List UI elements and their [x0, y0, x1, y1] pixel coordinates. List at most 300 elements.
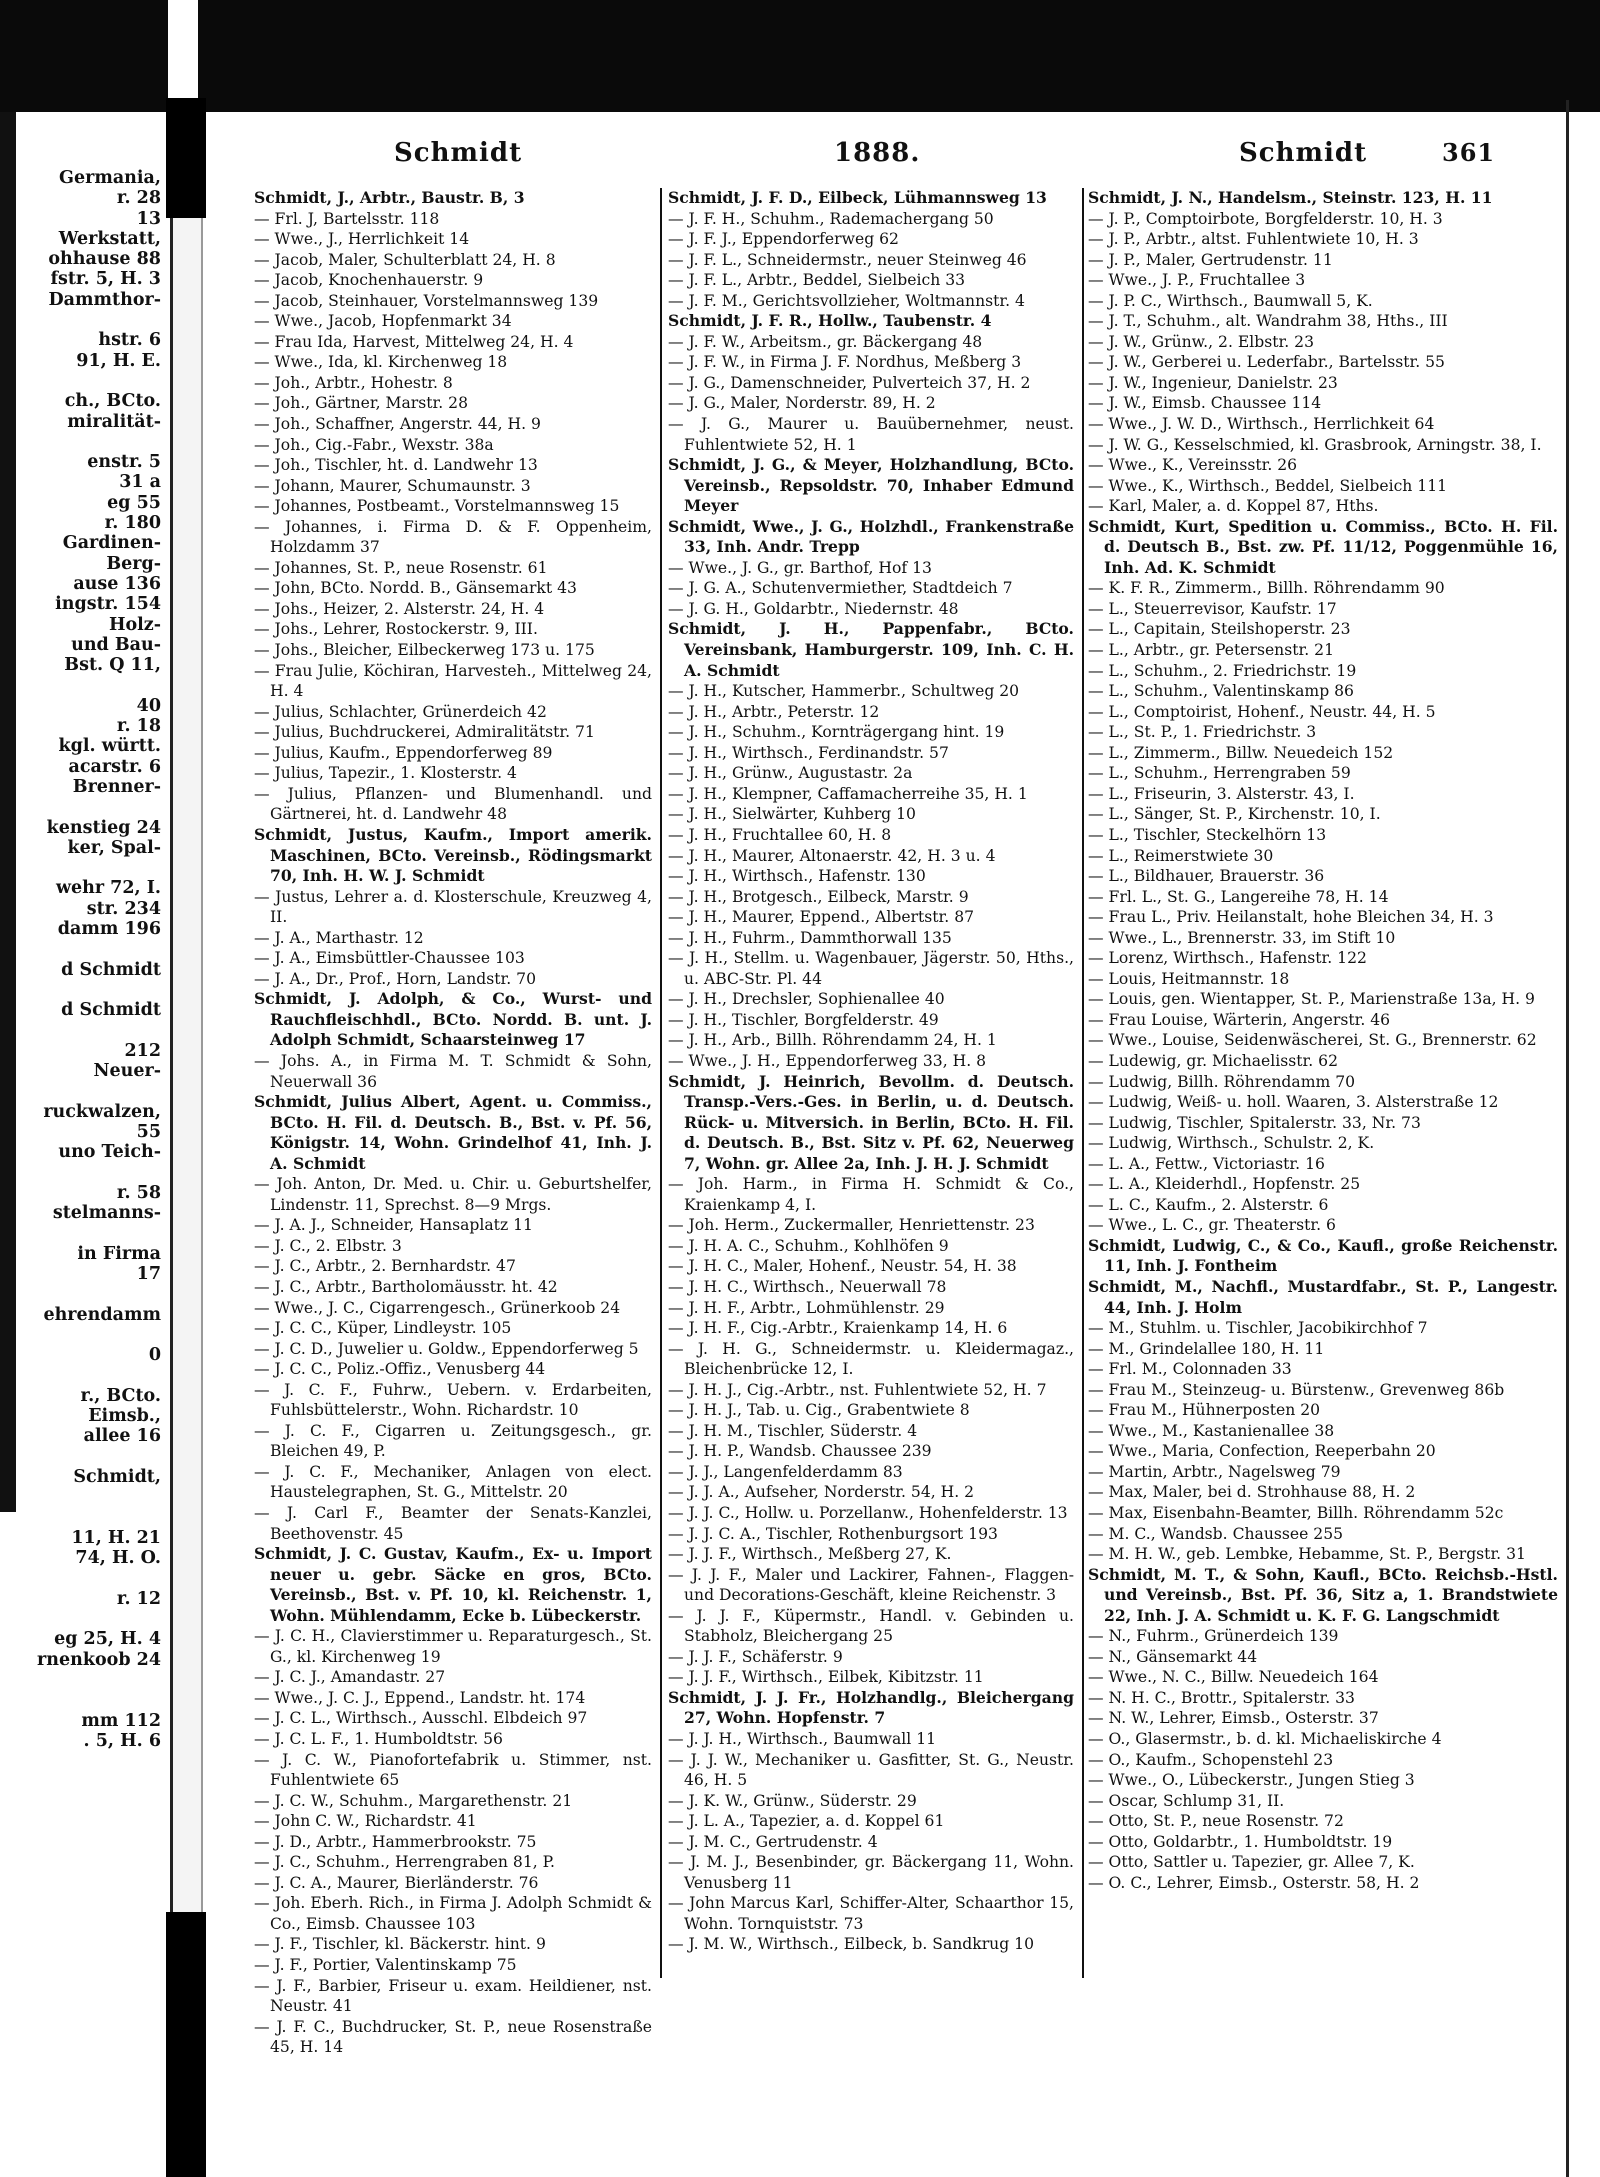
directory-entry: — J. J. C. A., Tischler, Rothenburgsort 193 [668, 1524, 998, 1543]
directory-entry: — L., Arbtr., gr. Petersenstr. 21 [1088, 641, 1334, 660]
directory-column-2 [668, 188, 1074, 1978]
directory-entry: — Frl. J, Bartelsstr. 118 [254, 209, 440, 228]
directory-entry: — J. H., Kutscher, Hammerbr., Schultweg 20 [668, 682, 1020, 701]
previous-page-line: kgl. württ. [58, 736, 161, 757]
directory-entry: — Frau M., Steinzeug- u. Bürstenw., Grevenweg 86b [1088, 1380, 1505, 1399]
directory-entry: — J. A. J., Schneider, Hansaplatz 11 [254, 1216, 533, 1235]
directory-entry: — Wwe., J., Herrlichkeit 14 [254, 230, 470, 249]
directory-entry: — Louis, gen. Wientapper, St. P., Marienstraße 13a, H. 9 [1088, 990, 1535, 1009]
directory-entry: — J. C. A., Maurer, Bierländerstr. 76 [254, 1873, 539, 1892]
previous-page-line [0, 1568, 165, 1588]
directory-entry: — Julius, Schlachter, Grünerdeich 42 [254, 702, 547, 721]
directory-entry: — Johs., Bleicher, Eilbeckerweg 173 u. 175 [254, 641, 595, 660]
directory-entry: — J. W. G., Kesselschmied, kl. Grasbrook, Arningstr. 38, I. [1088, 435, 1542, 454]
directory-entry: — J. K. W., Grünw., Süderstr. 29 [668, 1791, 917, 1810]
directory-entry: — Lorenz, Wirthsch., Hafenstr. 122 [1088, 949, 1367, 968]
directory-entry: — J. J. F., Maler und Lackirer, Fahnen-, Flaggen- und Decorations-Geschäft, kleine Reichenstr. 3 [668, 1565, 1074, 1605]
previous-page-line: r. 180 [104, 513, 161, 534]
directory-entry: Schmidt, J. Adolph, & Co., Wurst- und Rauchfleischhdl., BCto. Nordd. B. unt. J. Adolph Schmidt, Schaarsteinweg 17 [254, 989, 652, 1050]
directory-entry: — J. P., Comptoirbote, Borgfelderstr. 10, H. 3 [1088, 209, 1443, 228]
directory-entry: — J. F. C., Buchdrucker, St. P., neue Rosenstraße 45, H. 14 [254, 2017, 652, 2057]
previous-page-line [0, 1690, 165, 1710]
directory-entry: — J. J. F., Wirthsch., Meßberg 27, K. [668, 1545, 952, 1564]
directory-entry: — J. C. H., Clavierstimmer u. Reparaturgesch., St. G., kl. Kirchenweg 19 [254, 1627, 652, 1666]
directory-entry: — Johs., Lehrer, Rostockerstr. 9, III. [254, 620, 538, 639]
directory-entry: — J. A., Dr., Prof., Horn, Landstr. 70 [254, 969, 537, 988]
scan-gutter-top [168, 0, 198, 112]
previous-page-line: r., BCto. [80, 1385, 161, 1406]
previous-page-line: kenstieg 24 [46, 817, 161, 838]
directory-entry: — J. M. W., Wirthsch., Eilbeck, b. Sandkrug 10 [668, 1935, 1035, 1954]
directory-entry: — J. P. C., Wirthsch., Baumwall 5, K. [1088, 291, 1373, 310]
previous-page-line: 91, H. E. [76, 350, 161, 371]
directory-entry: — Jacob, Maler, Schulterblatt 24, H. 8 [254, 250, 556, 269]
previous-page-line: fstr. 5, H. 3 [50, 269, 161, 290]
directory-entry: — J. F. L., Arbtr., Beddel, Sielbeich 33 [668, 271, 966, 290]
previous-page-line: ruckwalzen, [43, 1101, 161, 1122]
directory-entry: — J. A., Eimsbüttler-Chaussee 103 [254, 949, 525, 968]
directory-entry: — J. J., Langenfelderdamm 83 [668, 1462, 903, 1481]
spine-mark-top [166, 98, 206, 218]
directory-entry: — J. F. H., Schuhm., Rademachergang 50 [668, 209, 994, 228]
directory-entry: — J. P., Maler, Gertrudenstr. 11 [1088, 250, 1333, 269]
directory-entry: — Johann, Maurer, Schumaunstr. 3 [254, 476, 531, 495]
directory-entry: — J. W., Gerberei u. Lederfabr., Bartelsstr. 55 [1088, 353, 1445, 372]
previous-page-line: r. 28 [116, 188, 161, 209]
directory-entry: Schmidt, J. Heinrich, Bevollm. d. Deutsch. Transp.-Vers.-Ges. in Berlin, u. d. Deutsch. Rück- u. Mitversich. in Berlin, BCto. H. Fil. d. Deutsch. B., Bst. Sitz v. Pf. 62, Neuerweg 7, Wohn. gr. Allee 2a, Inh. J. H. J. Schmidt [668, 1071, 1074, 1173]
directory-entry: — J. F., Barbier, Friseur u. exam. Heildiener, nst. Neustr. 41 [254, 1976, 652, 2016]
directory-entry: — J. J. F., Küpermstr., Handl. v. Gebinden u. Stabholz, Bleichergang 25 [668, 1606, 1074, 1646]
directory-entry: — John, BCto. Nordd. B., Gänsemarkt 43 [254, 579, 577, 598]
previous-page-line: Schmidt, [73, 1467, 161, 1487]
directory-entry: — L. A., Fettw., Victoriastr. 16 [1088, 1154, 1325, 1173]
directory-entry: — J. C. C., Poliz.-Offiz., Venusberg 44 [254, 1360, 546, 1379]
directory-entry: — J. H. C., Maler, Hohenf., Neustr. 54, H. 38 [668, 1257, 1017, 1276]
previous-page-line: str. 234 [86, 898, 161, 919]
directory-entry: — J. D., Arbtr., Hammerbrookstr. 75 [254, 1832, 537, 1851]
directory-column-1 [254, 188, 652, 2057]
directory-entry: — J. H., Brotgesch., Eilbeck, Marstr. 9 [668, 887, 969, 906]
previous-page-line: 74, H. O. [75, 1548, 161, 1569]
directory-entry: — Johannes, Postbeamt., Vorstelmannsweg 15 [254, 497, 620, 516]
header-left-name: Schmidt [394, 138, 523, 168]
page-edge [1566, 100, 1569, 2177]
previous-page-line: Brenner- [72, 776, 161, 797]
directory-entry: — Otto, Sattler u. Tapezier, gr. Allee 7, K. [1088, 1853, 1415, 1872]
header-right-name: Schmidt [1239, 138, 1368, 168]
directory-entry: — J. C. L., Wirthsch., Ausschl. Elbdeich 97 [254, 1709, 588, 1728]
directory-entry: — J. J. A., Aufseher, Norderstr. 54, H. 2 [668, 1483, 975, 1502]
directory-entry: — Johs., Heizer, 2. Alsterstr. 24, H. 4 [254, 599, 545, 618]
previous-page-line: ker, Spal- [67, 837, 161, 858]
directory-entry: — K. F. R., Zimmerm., Billh. Röhrendamm 90 [1088, 579, 1445, 598]
directory-entry: — John Marcus Karl, Schiffer-Alter, Schaarthor 15, Wohn. Tornquiststr. 73 [668, 1894, 1074, 1933]
directory-entry: — Jacob, Steinhauer, Vorstelmannsweg 139 [254, 291, 599, 310]
directory-entry: — N. H. C., Brottr., Spitalerstr. 33 [1088, 1688, 1355, 1707]
previous-page-fragment [0, 168, 165, 1968]
directory-entry: — Frau Ida, Harvest, Mittelweg 24, H. 4 [254, 332, 574, 351]
previous-page-line: und Bau- [71, 634, 161, 655]
directory-entry: — J. H. G., Schneidermstr. u. Kleidermagaz., Bleichenbrücke 12, I. [668, 1339, 1074, 1379]
directory-entry: — Joh. Eberh. Rich., in Firma J. Adolph Schmidt & Co., Eimsb. Chaussee 103 [254, 1894, 652, 1933]
directory-entry: — J. G., Damenschneider, Pulverteich 37, H. 2 [668, 373, 1031, 392]
previous-page-line: 11, H. 21 [71, 1527, 161, 1548]
directory-entry: — J. G., Maler, Norderstr. 89, H. 2 [668, 394, 936, 413]
previous-page-line: ehrendamm [43, 1304, 161, 1325]
directory-entry: — Wwe., O., Lübeckerstr., Jungen Stieg 3 [1088, 1771, 1415, 1790]
previous-page-line: Neuer- [93, 1061, 161, 1082]
directory-entry: — J. C., Arbtr., 2. Bernhardstr. 47 [254, 1257, 516, 1276]
directory-entry: — J. C. W., Schuhm., Margarethenstr. 21 [254, 1791, 573, 1810]
directory-entry: — L., Bildhauer, Brauerstr. 36 [1088, 867, 1325, 886]
directory-entry: — M. C., Wandsb. Chaussee 255 [1088, 1524, 1344, 1543]
directory-entry: — Joh. Anton, Dr. Med. u. Chir. u. Geburtshelfer, Lindenstr. 11, Sprechst. 8—9 Mrgs. [254, 1175, 652, 1214]
directory-entry: — J. G. A., Schutenvermiether, Stadtdeich 7 [668, 579, 1013, 598]
directory-entry: — Wwe., K., Vereinsstr. 26 [1088, 456, 1298, 475]
previous-page-line [0, 1366, 165, 1386]
directory-entry: Schmidt, J. F. R., Hollw., Taubenstr. 4 [668, 311, 992, 331]
directory-entry: — Martin, Arbtr., Nagelsweg 79 [1088, 1462, 1341, 1481]
directory-entry: — L., Friseurin, 3. Alsterstr. 43, I. [1088, 784, 1355, 803]
spine-mark-bottom [166, 1912, 206, 2177]
directory-entry: — Julius, Pflanzen- und Blumenhandl. und Gärtnerei, ht. d. Landwehr 48 [254, 784, 652, 824]
directory-entry: Schmidt, J. J. Fr., Holzhandlg., Bleichergang 27, Wohn. Hopfenstr. 7 [668, 1687, 1074, 1728]
directory-entry: — J. H. A. C., Schuhm., Kohlhöfen 9 [668, 1236, 949, 1255]
directory-entry: — J. G. H., Goldarbtr., Niedernstr. 48 [668, 599, 959, 618]
directory-entry: — John C. W., Richardstr. 41 [254, 1812, 477, 1831]
previous-page-line [0, 432, 165, 452]
directory-entry: — L., Schuhm., 2. Friedrichstr. 19 [1088, 661, 1357, 680]
directory-entry: — M., Stuhlm. u. Tischler, Jacobikirchhof 7 [1088, 1319, 1428, 1338]
directory-entry: — J. C. D., Juwelier u. Goldw., Eppendorferweg 5 [254, 1339, 639, 1358]
directory-entry: — Otto, Goldarbtr., 1. Humboldtstr. 19 [1088, 1832, 1393, 1851]
directory-entry: — J. H., Maurer, Eppend., Albertstr. 87 [668, 908, 975, 927]
directory-entry: — Max, Maler, bei d. Strohhause 88, H. 2 [1088, 1483, 1416, 1502]
previous-page-line: ause 136 [73, 573, 161, 594]
directory-entry: — L., Schuhm., Valentinskamp 86 [1088, 682, 1354, 701]
directory-entry: — J. C. F., Fuhrw., Uebern. v. Erdarbeiten, Fuhlsbüttelerstr., Wohn. Richardstr. 10 [254, 1380, 652, 1420]
directory-entry: — J. F., Tischler, kl. Bäckerstr. hint. 9 [254, 1935, 546, 1954]
previous-page-line: wehr 72, I. [55, 878, 161, 899]
directory-entry: — Ludewig, gr. Michaelisstr. 62 [1088, 1051, 1339, 1070]
directory-entry: — Wwe., Jacob, Hopfenmarkt 34 [254, 312, 512, 331]
directory-entry: — Wwe., M., Kastanienallee 38 [1088, 1421, 1335, 1440]
directory-entry: — J. H., Stellm. u. Wagenbauer, Jägerstr. 50, Hths., u. ABC-Str. Pl. 44 [668, 949, 1074, 988]
directory-entry: — L., Tischler, Steckelhörn 13 [1088, 825, 1327, 844]
previous-page-line: acarstr. 6 [68, 756, 161, 777]
previous-page-line: d Schmidt [61, 959, 161, 980]
previous-page-line: Dammthor- [48, 289, 161, 310]
previous-page-line: 212 [124, 1040, 161, 1061]
directory-entry: — Wwe., J. G., gr. Barthof, Hof 13 [668, 558, 932, 577]
directory-entry: — J. H. M., Tischler, Süderstr. 4 [668, 1421, 918, 1440]
previous-page-line [0, 980, 165, 1000]
directory-entry: — Julius, Kaufm., Eppendorferweg 89 [254, 743, 553, 762]
directory-entry: — Wwe., J. W. D., Wirthsch., Herrlichkeit 64 [1088, 415, 1435, 434]
directory-entry: — M., Grindelallee 180, H. 11 [1088, 1339, 1325, 1358]
directory-entry: — J. Carl F., Beamter der Senats-Kanzlei, Beethovenstr. 45 [254, 1504, 652, 1543]
directory-entry: — Justus, Lehrer a. d. Klosterschule, Kreuzweg 4, II. [254, 887, 652, 927]
directory-entry: — Wwe., Ida, kl. Kirchenweg 18 [254, 353, 508, 372]
previous-page-line: allee 16 [83, 1426, 161, 1447]
previous-page-line [0, 1284, 165, 1304]
directory-entry: — J. H. F., Cig.-Arbtr., Kraienkamp 14, H. 6 [668, 1319, 1008, 1338]
directory-entry: — Joh., Cig.-Fabr., Wexstr. 38a [254, 435, 494, 454]
directory-entry: — J. C., Arbtr., Bartholomäusstr. ht. 42 [254, 1277, 558, 1296]
directory-entry: — J. J. F., Wirthsch., Eilbek, Kibitzstr. 11 [668, 1668, 984, 1687]
directory-entry: — J. J. H., Wirthsch., Baumwall 11 [668, 1730, 937, 1749]
previous-page-line: hstr. 6 [98, 330, 161, 351]
previous-page-line: r. 58 [116, 1182, 161, 1203]
directory-entry: Schmidt, J. N., Handelsm., Steinstr. 123, H. 11 [1088, 188, 1493, 207]
previous-page-line: in Firma [77, 1243, 161, 1264]
page-number: 361 [1442, 138, 1496, 167]
directory-entry: — J. C. W., Pianofortefabrik u. Stimmer, nst. Fuhlentwiete 65 [254, 1750, 652, 1790]
directory-entry: — J. H. C., Wirthsch., Neuerwall 78 [668, 1277, 947, 1296]
previous-page-line [0, 1508, 165, 1528]
previous-page-line: eg 25, H. 4 [54, 1629, 161, 1650]
directory-entry: — J. C. F., Cigarren u. Zeitungsgesch., gr. Bleichen 49, P. [254, 1421, 652, 1461]
directory-entry: — Louis, Heitmannstr. 18 [1088, 969, 1290, 988]
directory-entry: — J. F. W., Arbeitsm., gr. Bäckergang 48 [668, 332, 983, 351]
directory-entry: — O., Glasermstr., b. d. kl. Michaeliskirche 4 [1088, 1730, 1442, 1749]
previous-page-line: Berg- [106, 553, 161, 574]
directory-entry: — Joh., Tischler, ht. d. Landwehr 13 [254, 456, 538, 475]
directory-entry: — L., St. P., 1. Friedrichstr. 3 [1088, 723, 1317, 742]
previous-page-line: 55 [136, 1121, 161, 1142]
column-rule [1082, 188, 1084, 1978]
directory-entry: — O. C., Lehrer, Eimsb., Osterstr. 58, H. 2 [1088, 1873, 1420, 1892]
directory-entry: — J. F. M., Gerichtsvollzieher, Woltmannstr. 4 [668, 291, 1025, 310]
directory-entry: — J. C. C., Küper, Lindleystr. 105 [254, 1319, 512, 1338]
previous-page-line: uno Teich- [58, 1142, 161, 1163]
previous-page-line: mm 112 [81, 1710, 161, 1731]
directory-entry: Schmidt, M., Nachfl., Mustardfabr., St. P., Langestr. 44, Inh. J. Holm [1088, 1276, 1558, 1317]
directory-entry: — J. F. W., in Firma J. F. Nordhus, Meßberg 3 [668, 353, 1022, 372]
directory-entry: — J. H., Schuhm., Kornträgergang hint. 19 [668, 723, 1005, 742]
directory-entry: — J. G., Maurer u. Bauübernehmer, neust. Fuhlentwiete 52, H. 1 [668, 415, 1074, 454]
previous-page-line: Eimsb., [88, 1406, 161, 1427]
directory-entry: Schmidt, Justus, Kaufm., Import amerik. Maschinen, BCto. Vereinsb., Rödingsmarkt 70, Inh. H. W. J. Schmidt [254, 824, 652, 886]
directory-entry: — Ludwig, Wirthsch., Schulstr. 2, K. [1088, 1134, 1375, 1153]
directory-entry: Schmidt, J. C. Gustav, Kaufm., Ex- u. Import neuer u. gebr. Säcke en gros, BCto. Vereinsb., Bst. v. Pf. 10, kl. Reichenstr. 1, Wohn. Mühlendamm, Ecke b. Lübeckerstr. [254, 1544, 652, 1625]
directory-entry: — Wwe., J. C., Cigarrengesch., Grünerkoob 24 [254, 1298, 621, 1317]
directory-entry: Schmidt, J. G., & Meyer, Holzhandlung, BCto. Vereinsb., Repsoldstr. 70, Inhaber Edmund Meyer [668, 455, 1074, 516]
directory-entry: Schmidt, Ludwig, C., & Co., Kaufl., große Reichenstr. 11, Inh. J. Fontheim [1088, 1235, 1558, 1276]
previous-page-line: Holz- [108, 614, 161, 635]
previous-page-line [0, 310, 165, 330]
directory-entry: — J. H., Grünw., Augustastr. 2a [668, 764, 913, 783]
directory-entry: — J. H. F., Arbtr., Lohmühlenstr. 29 [668, 1298, 945, 1317]
directory-entry: — Frl. L., St. G., Langereihe 78, H. 14 [1088, 887, 1389, 906]
directory-entry: — Ludwig, Tischler, Spitalerstr. 33, Nr. 73 [1088, 1113, 1421, 1132]
previous-page-line [0, 1325, 165, 1345]
previous-page-line: 13 [136, 208, 161, 229]
directory-entry: — Julius, Tapezir., 1. Klosterstr. 4 [254, 764, 517, 783]
previous-page-line [0, 1223, 165, 1243]
directory-entry: — J. F. J., Eppendorferweg 62 [668, 230, 899, 249]
previous-page-line: ingstr. 154 [55, 594, 161, 615]
column-rule [660, 188, 662, 1978]
directory-entry: — L., Capitain, Steilshoperstr. 23 [1088, 620, 1351, 639]
directory-entry: Schmidt, Kurt, Spedition u. Commiss., BCto. H. Fil. d. Deutsch B., Bst. zw. Pf. 11/12, Poggenmühle 16, Inh. Ad. K. Schmidt [1088, 516, 1558, 577]
previous-page-line [0, 939, 165, 959]
previous-page-line [0, 1163, 165, 1183]
directory-entry: — J. H. P., Wandsb. Chaussee 239 [668, 1442, 932, 1461]
previous-page-line: Bst. Q 11, [64, 655, 161, 676]
directory-entry: — Johannes, i. Firma D. & F. Oppenheim, Holzdamm 37 [254, 517, 652, 557]
book-spine [170, 100, 203, 2177]
directory-entry: — Wwe., L., Brennerstr. 33, im Stift 10 [1088, 928, 1396, 947]
directory-entry: Schmidt, M. T., & Sohn, Kaufl., BCto. Reichsb.-Hstl. und Vereinsb., Bst. Pf. 36, Sitz a, 1. Brandstwiete 22, Inh. J. A. Schmidt u. K. F. G. Langschmidt [1088, 1564, 1558, 1625]
directory-entry: — N., Gänsemarkt 44 [1088, 1647, 1258, 1666]
directory-entry: Schmidt, J. F. D., Eilbeck, Lühmannsweg 13 [668, 188, 1047, 207]
header-year: 1888. [834, 138, 921, 168]
directory-entry: — Joh. Harm., in Firma H. Schmidt & Co., Kraienkamp 4, I. [668, 1175, 1074, 1214]
previous-page-line: 0 [148, 1345, 161, 1366]
directory-entry: — J. C., Schuhm., Herrengraben 81, P. [254, 1853, 555, 1872]
directory-entry: — L. C., Kaufm., 2. Alsterstr. 6 [1088, 1195, 1329, 1214]
directory-entry: — J. H., Sielwärter, Kuhberg 10 [668, 805, 916, 824]
directory-entry: — L., Zimmerm., Billw. Neuedeich 152 [1088, 743, 1394, 762]
directory-entry: — J. H., Drechsler, Sophienallee 40 [668, 990, 945, 1009]
directory-entry: — Wwe., N. C., Billw. Neuedeich 164 [1088, 1668, 1379, 1687]
directory-entry: Schmidt, Julius Albert, Agent. u. Commiss., BCto. H. Fil. d. Deutsch. B., Bst. v. Pf. 56, Königstr. 14, Wohn. Grindelhof 41, Inh. J. A. Schmidt [254, 1092, 652, 1173]
directory-entry: — L., Comptoirist, Hohenf., Neustr. 44, H. 5 [1088, 702, 1436, 721]
previous-page-line: enstr. 5 [87, 452, 161, 473]
directory-entry: — Joh., Arbtr., Hohestr. 8 [254, 373, 453, 392]
directory-entry: — Wwe., K., Wirthsch., Beddel, Sielbeich 111 [1088, 476, 1448, 495]
directory-entry: — L., Steuerrevisor, Kaufstr. 17 [1088, 599, 1337, 618]
directory-entry: — J. C. F., Mechaniker, Anlagen von elect. Haustelegraphen, St. G., Mittelstr. 20 [254, 1462, 652, 1502]
directory-entry: — Jacob, Knochenhauerstr. 9 [254, 271, 484, 290]
previous-page-line: Werkstatt, [58, 228, 161, 249]
previous-page-line [0, 1447, 165, 1467]
directory-column-3 [1088, 188, 1558, 1978]
directory-entry: — Frau M., Hühnerposten 20 [1088, 1401, 1321, 1420]
page-header [254, 138, 1554, 178]
directory-entry: — J. M. C., Gertrudenstr. 4 [668, 1832, 878, 1851]
previous-page-line: eg 55 [107, 492, 161, 513]
directory-entry: — Julius, Buchdruckerei, Admiralitätstr. 71 [254, 723, 595, 742]
directory-entry: — J. H., Fruchtallee 60, H. 8 [668, 825, 892, 844]
previous-page-line: Germania, [59, 168, 161, 188]
directory-entry: — Wwe., Louise, Seidenwäscherei, St. G., Brennerstr. 62 [1088, 1031, 1537, 1050]
directory-entry: — Frl. M., Colonnaden 33 [1088, 1360, 1292, 1379]
directory-entry: — J. H. J., Cig.-Arbtr., nst. Fuhlentwiete 52, H. 7 [668, 1380, 1047, 1399]
directory-entry: — Max, Eisenbahn-Beamter, Billh. Röhrendamm 52c [1088, 1504, 1504, 1522]
directory-entry: — J. H., Klempner, Caffamacherreihe 35, H. 1 [668, 784, 1028, 803]
previous-page-line: . 5, H. 6 [83, 1730, 161, 1751]
previous-page-line: 17 [136, 1264, 161, 1285]
directory-entry: — Joh., Schaffner, Angerstr. 44, H. 9 [254, 415, 541, 434]
previous-page-line: damm 196 [57, 918, 161, 939]
directory-entry: — J. H., Arbtr., Peterstr. 12 [668, 702, 880, 721]
directory-entry: — N., Fuhrm., Grünerdeich 139 [1088, 1627, 1339, 1646]
directory-entry: — J. H. J., Tab. u. Cig., Grabentwiete 8 [668, 1401, 970, 1420]
directory-entry: — J. F., Portier, Valentinskamp 75 [254, 1956, 517, 1975]
directory-entry: — J. W., Ingenieur, Danielstr. 23 [1088, 373, 1338, 392]
directory-entry: — J. J. C., Hollw. u. Porzellanw., Hohenfelderstr. 13 [668, 1504, 1068, 1522]
directory-entry: — J. P., Arbtr., altst. Fuhlentwiete 10, H. 3 [1088, 230, 1419, 249]
directory-entry: — Johs. A., in Firma M. T. Schmidt & Sohn, Neuerwall 36 [254, 1051, 652, 1091]
previous-page-line: rnenkoob 24 [37, 1649, 161, 1670]
directory-entry: — Frau Louise, Wärterin, Angerstr. 46 [1088, 1010, 1391, 1029]
directory-entry: — Wwe., L. C., gr. Theaterstr. 6 [1088, 1216, 1336, 1235]
directory-entry: — J. C., 2. Elbstr. 3 [254, 1236, 402, 1255]
directory-entry: Schmidt, J. H., Pappenfabr., BCto. Vereinsbank, Hamburgerstr. 109, Inh. C. H. A. Schmidt [668, 619, 1074, 680]
directory-entry: — J. F. L., Schneidermstr., neuer Steinweg 46 [668, 250, 1027, 269]
directory-entry: — J. A., Marthastr. 12 [254, 928, 424, 947]
directory-entry: — J. H., Tischler, Borgfelderstr. 49 [668, 1010, 939, 1029]
previous-page-line [0, 1081, 165, 1101]
directory-entry: — Frau Julie, Köchiran, Harvesteh., Mittelweg 24, H. 4 [254, 661, 652, 701]
directory-entry: — Wwe., J. C. J., Eppend., Landstr. ht. 174 [254, 1688, 586, 1707]
directory-entry: — J. J. F., Schäferstr. 9 [668, 1647, 843, 1666]
directory-entry: — Wwe., J. P., Fruchtallee 3 [1088, 271, 1306, 290]
directory-entry: — L. A., Kleiderhdl., Hopfenstr. 25 [1088, 1175, 1361, 1194]
directory-entry: — J. M. J., Besenbinder, gr. Bäckergang 11, Wohn. Venusberg 11 [668, 1853, 1074, 1892]
previous-page-line [0, 1670, 165, 1690]
previous-page-line [0, 797, 165, 817]
directory-entry: — J. W., Grünw., 2. Elbstr. 23 [1088, 332, 1314, 351]
directory-entry: — J. H., Wirthsch., Ferdinandstr. 57 [668, 743, 949, 762]
directory-entry: — J. T., Schuhm., alt. Wandrahm 38, Hths., III [1088, 312, 1448, 331]
directory-entry: — L., Reimerstwiete 30 [1088, 846, 1274, 865]
previous-page-line [0, 1487, 165, 1507]
directory-entry: — J. H., Fuhrm., Dammthorwall 135 [668, 928, 952, 947]
previous-page-line: 40 [136, 695, 161, 716]
directory-entry: — Joh., Gärtner, Marstr. 28 [254, 394, 468, 413]
directory-entry: — J. H., Arb., Billh. Röhrendamm 24, H. 1 [668, 1031, 997, 1050]
directory-entry: — Karl, Maler, a. d. Koppel 87, Hths. [1088, 497, 1379, 516]
directory-entry: — M. H. W., geb. Lembke, Hebamme, St. P., Bergstr. 31 [1088, 1545, 1526, 1564]
previous-page-line [0, 675, 165, 695]
scan-border-top [0, 0, 1600, 112]
previous-page-line: r. 12 [116, 1588, 161, 1609]
directory-entry: — J. J. W., Mechaniker u. Gasfitter, St. G., Neustr. 46, H. 5 [668, 1750, 1074, 1790]
directory-entry: — Oscar, Schlump 31, II. [1088, 1791, 1285, 1810]
directory-entry: — Wwe., J. H., Eppendorferweg 33, H. 8 [668, 1051, 987, 1070]
previous-page-line: miralität- [67, 411, 161, 432]
directory-entry: — Ludwig, Billh. Röhrendamm 70 [1088, 1072, 1356, 1091]
directory-entry: — J. C. L. F., 1. Humboldtstr. 56 [254, 1730, 503, 1749]
directory-entry: Schmidt, Wwe., J. G., Holzhdl., Frankenstraße 33, Inh. Andr. Trepp [668, 516, 1074, 557]
directory-entry: — N. W., Lehrer, Eimsb., Osterstr. 37 [1088, 1709, 1379, 1728]
directory-entry: — J. L. A., Tapezier, a. d. Koppel 61 [668, 1812, 945, 1831]
directory-entry: — Frau L., Priv. Heilanstalt, hohe Bleichen 34, H. 3 [1088, 908, 1494, 927]
previous-page-line: ch., BCto. [64, 391, 161, 412]
directory-entry: — Ludwig, Weiß- u. holl. Waaren, 3. Alsterstraße 12 [1088, 1093, 1499, 1112]
previous-page-line: 31 a [119, 472, 161, 493]
directory-entry: — Otto, St. P., neue Rosenstr. 72 [1088, 1812, 1344, 1831]
directory-entry: — O., Kaufm., Schopenstehl 23 [1088, 1750, 1334, 1769]
previous-page-line: stelmanns- [52, 1203, 161, 1224]
directory-entry: — L., Sänger, St. P., Kirchenstr. 10, I. [1088, 805, 1381, 824]
directory-entry: — J. H., Wirthsch., Hafenstr. 130 [668, 867, 926, 886]
directory-entry: — Johannes, St. P., neue Rosenstr. 61 [254, 558, 548, 577]
directory-entry: — Wwe., Maria, Confection, Reeperbahn 20 [1088, 1442, 1436, 1461]
directory-entry: — J. C. J., Amandastr. 27 [254, 1668, 446, 1687]
directory-entry: — Joh. Herm., Zuckermaller, Henriettenstr. 23 [668, 1216, 1035, 1235]
previous-page-line: Gardinen- [62, 533, 161, 554]
previous-page-line [0, 371, 165, 391]
directory-entry: Schmidt, J., Arbtr., Baustr. B, 3 [254, 188, 525, 207]
previous-page-line: r. 18 [116, 716, 161, 737]
directory-entry: — J. W., Eimsb. Chaussee 114 [1088, 394, 1322, 413]
previous-page-line [0, 1609, 165, 1629]
previous-page-line [0, 858, 165, 878]
